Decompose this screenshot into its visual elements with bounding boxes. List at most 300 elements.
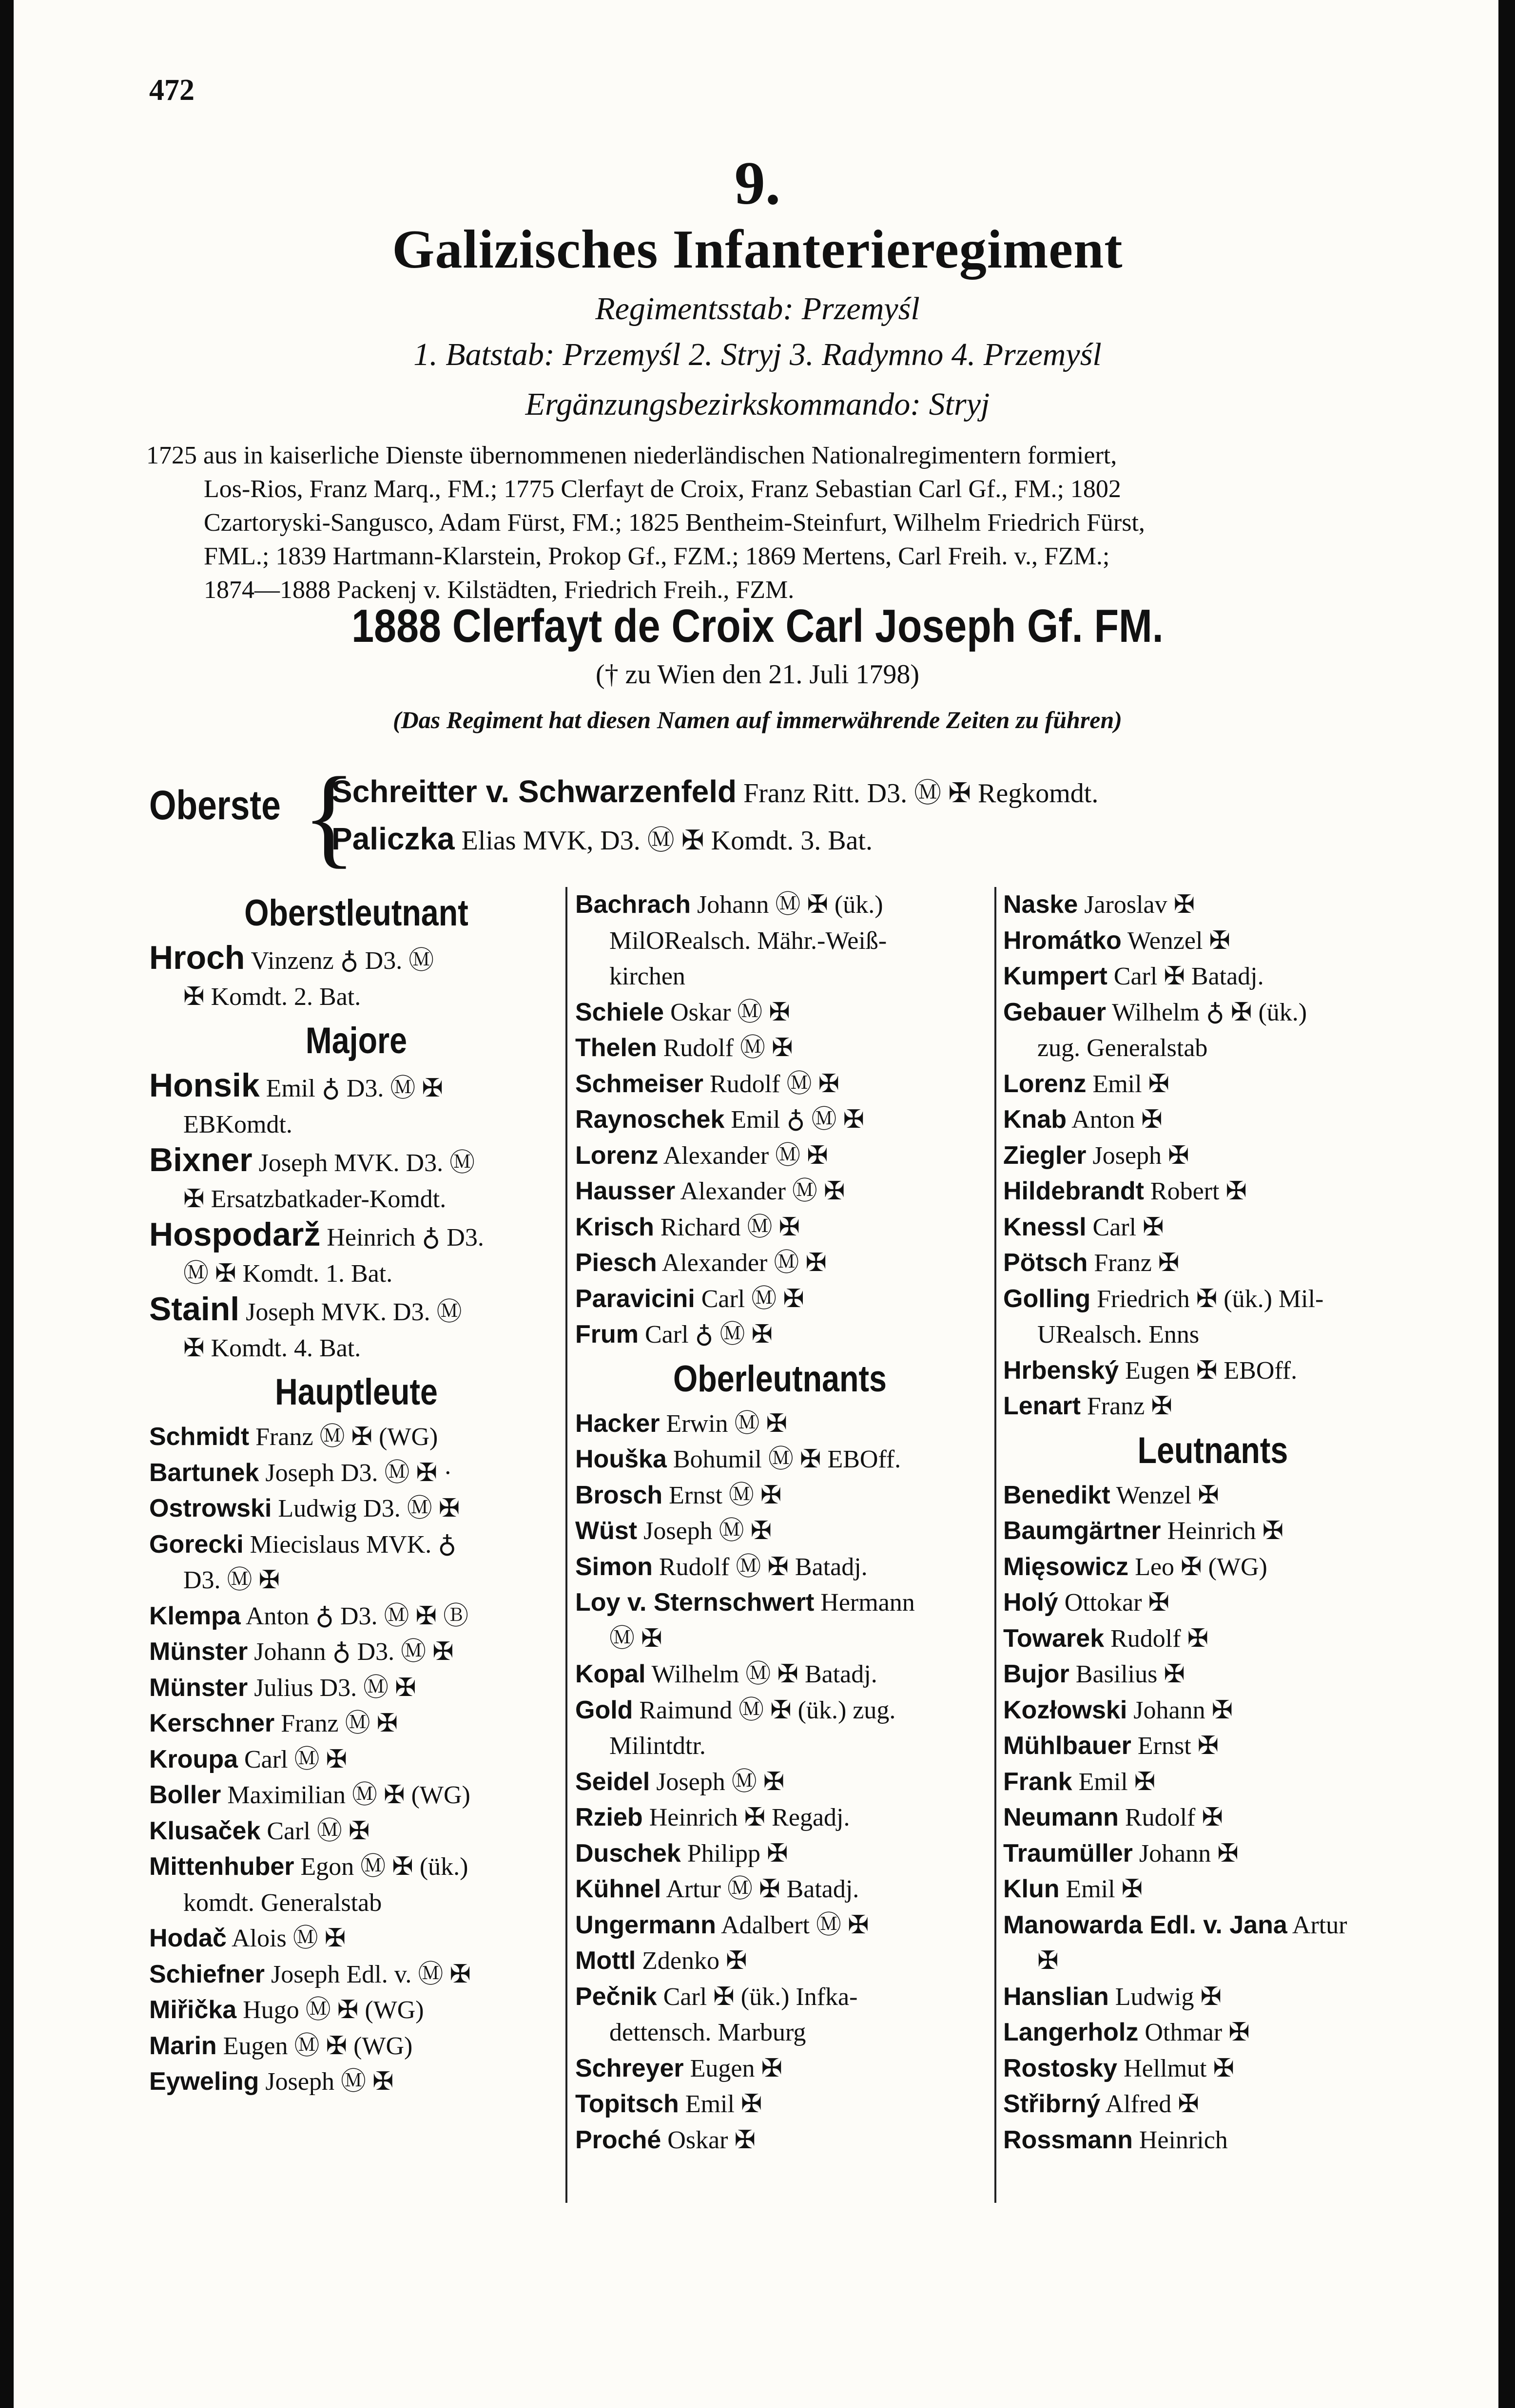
entry-rest: Alexander Ⓜ ✠ [680,1177,845,1205]
roster-entry [575,1800,985,1836]
entry-name: Schreitter v. Schwarzenfeld [331,774,737,809]
entry-continuation: zug. Generalstab [1037,1034,1208,1062]
entry-name: Střibrný [1003,2090,1101,2118]
roster-entry [149,1849,563,1885]
roster-entry [149,1670,563,1706]
history-paragraph [146,439,1423,607]
hauptleute-list [149,1419,563,2100]
heading-oberleutnants: Oberleutnants [673,1358,887,1400]
entry-name: Pečnik [575,1982,657,2011]
roster-entry [1003,1478,1422,1514]
roster-entry [575,1943,985,1979]
roster-entry [149,2064,563,2100]
roster-entry [1003,887,1422,923]
heading-majore: Majore [305,1020,408,1061]
entry-rest: Wilhelm Ⓜ ✠ Batadj. [651,1660,877,1688]
entry-name: Klempa [149,1601,241,1630]
entry-name: Krisch [575,1213,654,1241]
entry-rest: Ottokar ✠ [1064,1589,1170,1617]
entry-rest: Friedrich ✠ (ük.) Mil- [1097,1285,1324,1313]
entry-name: Mühlbauer [1003,1732,1131,1760]
roster-entry [575,1693,985,1729]
entry-rest: Joseph D3. Ⓜ ✠ · [265,1459,452,1487]
entry-rest: Othmar ✠ [1145,2019,1250,2046]
entry-rest: Franz Ⓜ ✠ [281,1710,398,1737]
entry-rest: Alexander Ⓜ ✠ [663,1141,828,1170]
entry-name: Knab [1003,1105,1067,1134]
entry-name: Hroch [149,939,245,976]
inhaber-heading: 1888 Clerfayt de Croix Carl Joseph Gf. FM. [351,600,1164,652]
entry-rest: Joseph MVK. D3. Ⓜ [258,1149,475,1177]
entry-name: Paliczka [331,821,455,856]
entry-name: Schreyer [575,2054,684,2082]
entry-rest: Carl ✠ Batadj. [1113,963,1264,990]
history-line: Czartoryski-Sangusco, Adam Fürst, FM.; 1825 Bentheim-Steinfurt, Wilhelm Friedrich Fürst, [204,509,1145,537]
roster-entry [149,1813,563,1849]
roster-entry [149,1419,563,1455]
history-line: Los-Rios, Franz Marq., FM.; 1775 Clerfayt de Croix, Franz Sebastian Carl Gf., FM.; 1802 [204,475,1121,503]
entry-name: Lorenz [1003,1069,1087,1098]
entry-name: Kühnel [575,1875,661,1903]
roster-entry [575,1657,985,1693]
entry-continuation: ✠ Komdt. 4. Bat. [183,1334,361,1362]
entry-name: Traumüller [1003,1839,1133,1868]
oberst-entry [331,771,1098,810]
regimentsstab-line: Regimentsstab: Przemyśl [595,291,920,327]
entry-rest: Basilius ✠ [1075,1660,1185,1688]
entry-name: Baumgärtner [1003,1517,1161,1545]
roster-entry [1003,1907,1422,1944]
entry-rest: Ludwig ✠ [1115,1983,1222,2011]
entry-rest: Heinrich [1139,2126,1228,2154]
roster-entry [1003,1138,1422,1174]
roster-entry [1003,1836,1422,1872]
oberst-entry [331,819,873,858]
entry-rest: Johann ♁ D3. Ⓜ ✠ [254,1638,454,1666]
roster-entry [575,1979,985,2015]
roster-entry [1003,1764,1422,1800]
entry-rest: Raimund Ⓜ ✠ (ük.) zug. [639,1696,896,1724]
entry-rest: Bohumil Ⓜ ✠ EBOff. [673,1445,901,1473]
roster-entry [1003,1871,1422,1907]
entry-rest: Carl ✠ [1092,1213,1164,1241]
roster-entry [149,1921,563,1957]
entry-name: Kopal [575,1660,646,1688]
roster-entry [149,1491,563,1527]
entry-rest: Carl Ⓜ ✠ [267,1817,370,1845]
roster-entry [575,1442,985,1478]
entry-continuation: ✠ Ersatzbatkader-Komdt. [183,1185,447,1213]
entry-name: Ostrowski [149,1494,272,1522]
entry-rest: Miecislaus MVK. ♁ [250,1530,457,1559]
roster-entry [1003,1102,1422,1138]
entry-rest: Anton ♁ D3. Ⓜ ✠ Ⓑ [245,1602,469,1630]
roster-entry [149,1742,563,1778]
entry-rest: Heinrich ✠ [1167,1517,1284,1545]
roster-entry [1003,1513,1422,1549]
entry-rest: Rudolf Ⓜ ✠ Batadj. [659,1553,868,1581]
roster-entry [575,995,985,1031]
entry-rest: Johann ✠ [1139,1839,1239,1868]
entry-name: Raynoschek [575,1105,725,1134]
heading-hauptleute: Hauptleute [275,1371,438,1413]
entry-rest: Emil ♁ D3. Ⓜ ✠ [266,1075,443,1102]
entry-name: Hodač [149,1924,227,1952]
page-number: 472 [149,74,194,107]
roster-entry [1003,2051,1422,2087]
roster-entry [1003,1174,1422,1210]
entry-name: Frum [575,1320,639,1348]
roster-entry [149,1455,563,1491]
regiment-title: Galizisches Infanterieregiment [392,219,1123,280]
roster-entry [1003,1728,1422,1764]
entry-rest: Franz Ritt. D3. Ⓜ ✠ Regkomdt. [743,778,1099,809]
roster-entry [575,1513,985,1549]
roster-entry [575,1066,985,1102]
oberste-brace: { [302,754,356,878]
entry-name: Bixner [149,1141,252,1178]
entry-name: Schmeiser [575,1069,704,1098]
entry-name: Honsik [149,1067,260,1104]
entry-rest: Zdenko ✠ [642,1947,747,1975]
entry-name: Hospodarž [149,1216,321,1253]
entry-rest: Emil ✠ [1066,1875,1143,1903]
roster-entry [149,1217,563,1256]
entry-name: Münster [149,1673,248,1702]
entry-rest: Franz ✠ [1094,1249,1180,1277]
entry-name: Knessl [1003,1213,1087,1241]
entry-name: Marin [149,2031,217,2060]
entry-continuation: dettensch. Marburg [609,2019,806,2046]
roster-entry [575,1871,985,1907]
entry-name: Hacker [575,1409,660,1438]
roster-entry [1003,1585,1422,1621]
entry-name: Langerholz [1003,2018,1139,2046]
entry-name: Wüst [575,1517,638,1545]
entry-name: Seidel [575,1767,650,1796]
entry-name: Thelen [575,1034,657,1062]
entry-name: Boller [149,1781,221,1809]
entry-rest: Alexander Ⓜ ✠ [661,1249,827,1277]
entry-rest: Wenzel ✠ [1127,926,1230,955]
regiment-number: 9. [734,150,781,217]
roster-entry [575,1478,985,1514]
oberste-label: Oberste [149,782,281,828]
entry-name: Hromátko [1003,926,1122,955]
entry-continuation: kirchen [609,963,685,990]
roster-entry [1003,1800,1422,1836]
entry-rest: Hellmut ✠ [1124,2054,1235,2082]
oberleutnants-cont-list [1003,887,1422,1425]
roster-entry [575,2086,985,2122]
entry-name: Münster [149,1637,248,1666]
entry-name: Proché [575,2125,661,2154]
roster-entry [1003,1388,1422,1425]
roster-entry [1003,1281,1422,1317]
entry-name: Benedikt [1003,1481,1110,1509]
entry-rest: Vinzenz ♁ D3. Ⓜ [251,947,434,975]
roster-entry [575,1281,985,1317]
entry-rest: Johann ✠ [1133,1696,1233,1724]
entry-name: Miřička [149,1996,237,2024]
column-divider [565,887,567,2203]
entry-rest: Heinrich ♁ D3. [327,1224,484,1252]
entry-name: Mottl [575,1946,636,1975]
heading-leutnants: Leutnants [1137,1429,1288,1471]
hauptleute-cont-list [575,887,985,1353]
entry-name: Golling [1003,1284,1091,1313]
entry-rest: Heinrich ✠ Regadj. [649,1804,850,1831]
entry-rest: Hermann [820,1589,915,1617]
column-divider [994,887,996,2203]
roster-entry [149,1599,563,1635]
roster-entry [149,1957,563,1993]
entry-name: Kozłowski [1003,1695,1127,1724]
entry-rest: Anton ✠ [1071,1106,1163,1134]
roster-entry [575,1907,985,1944]
entry-rest: Wilhelm ♁ ✠ (ük.) [1112,998,1307,1026]
roster-entry [149,2028,563,2064]
entry-name: Loy v. Sternschwert [575,1588,815,1617]
roster-entry [1003,2122,1422,2158]
entry-rest: Artur Ⓜ ✠ Batadj. [666,1875,859,1903]
entry-name: Pötsch [1003,1249,1088,1277]
entry-name: Rossmann [1003,2125,1133,2154]
entry-rest: Ludwig D3. Ⓜ ✠ [278,1495,460,1522]
entry-name: Paravicini [575,1284,695,1313]
roster-entry [1003,1657,1422,1693]
entry-rest: Johann Ⓜ ✠ (ük.) [697,891,883,919]
roster-entry [1003,2015,1422,2051]
entry-name: Brosch [575,1481,663,1509]
entry-rest: Julius D3. Ⓜ ✠ [254,1674,416,1702]
oberleutnants-list [575,1406,985,2158]
entry-rest: Franz Ⓜ ✠ (WG) [255,1423,438,1451]
roster-entry [1003,1621,1422,1657]
entry-rest: Carl Ⓜ ✠ [244,1745,348,1773]
history-line: FML.; 1839 Hartmann-Klarstein, Prokop Gf., FZM.; 1869 Mertens, Carl Freih. v., FZM.; [204,542,1110,570]
roster-entry [1003,1353,1422,1389]
entry-rest: Oskar Ⓜ ✠ [670,998,790,1026]
entry-name: Ungermann [575,1910,716,1939]
roster-entry [149,1992,563,2028]
entry-rest: Joseph Ⓜ ✠ [265,2068,394,2096]
entry-name: Mięsowicz [1003,1552,1129,1581]
entry-name: Schmidt [149,1423,250,1451]
entry-rest: Joseph Ⓜ ✠ [643,1517,772,1545]
history-line: 1725 aus in kaiserliche Dienste übernommenen niederländischen Nationalregimentern formiert, [146,442,1117,469]
entry-rest: Emil ♁ Ⓜ ✠ [731,1106,865,1134]
ergaenzung-line: Ergänzungsbezirkskommando: Stryj [525,386,990,422]
roster-entry [149,1291,563,1330]
entry-continuation: URealsch. Enns [1037,1321,1200,1348]
entry-rest: Emil ✠ [1092,1070,1170,1098]
column-1 [149,887,563,2100]
entry-rest: Hugo Ⓜ ✠ (WG) [243,1996,424,2024]
entry-name: Gold [575,1695,633,1724]
entry-rest: Elias MVK, D3. Ⓜ ✠ Komdt. 3. Bat. [461,826,873,856]
entry-rest: Egon Ⓜ ✠ (ük.) [300,1853,468,1881]
heading-oberstleutnant: Oberstleutnant [244,892,468,934]
roster-entry [575,887,985,923]
entry-rest: Adalbert Ⓜ ✠ [721,1911,869,1939]
roster-entry [575,2122,985,2158]
leutnants-list [1003,1478,1422,2158]
entry-rest: Carl Ⓜ ✠ [701,1285,804,1313]
roster-entry [1003,995,1422,1031]
entry-name: Hanslian [1003,1982,1109,2011]
name-note: (Das Regiment hat diesen Namen auf immerwährende Zeiten zu führen) [393,706,1122,733]
entry-name: Stainl [149,1291,240,1328]
entry-rest: Joseph Ⓜ ✠ [656,1768,785,1796]
entry-name: Holý [1003,1588,1058,1617]
roster-entry [1003,1066,1422,1102]
roster-entry [1003,959,1422,995]
entry-name: Hausser [575,1177,676,1205]
entry-rest: Rudolf ✠ [1110,1624,1209,1653]
entry-rest: Wenzel ✠ [1116,1481,1219,1509]
entry-name: Hildebrandt [1003,1177,1144,1205]
entry-rest: Oskar ✠ [667,2126,756,2154]
entry-name: Bujor [1003,1660,1069,1688]
entry-rest: Rudolf Ⓜ ✠ [710,1070,840,1098]
column-3 [1003,887,1422,2158]
entry-continuation: EBKomdt. [183,1110,292,1138]
entry-name: Hrbenský [1003,1356,1119,1385]
entry-name: Lorenz [575,1141,659,1170]
majore-list [149,1068,563,1366]
entry-name: Mittenhuber [149,1852,294,1881]
entry-rest: Carl ♁ Ⓜ ✠ [645,1321,773,1348]
entry-name: Bartunek [149,1458,259,1487]
roster-entry [1003,1979,1422,2015]
roster-entry [1003,1210,1422,1246]
entry-name: Piesch [575,1249,657,1277]
roster-entry [575,1549,985,1585]
entry-name: Ziegler [1003,1141,1087,1170]
entry-rest: Eugen ✠ EBOff. [1125,1356,1298,1385]
roster-entry [149,1068,563,1107]
entry-rest: Emil ✠ [1078,1768,1156,1796]
entry-rest: Alois Ⓜ ✠ [232,1925,346,1952]
entry-rest: Erwin Ⓜ ✠ [666,1409,788,1438]
entry-continuation: ✠ Komdt. 2. Bat. [183,982,361,1011]
entry-name: Naske [1003,890,1078,919]
roster-entry [575,1138,985,1174]
roster-entry [575,1317,985,1353]
entry-name: Manowarda Edl. v. Jana [1003,1910,1287,1939]
roster-entry [1003,1245,1422,1281]
entry-rest: Emil ✠ [685,2090,762,2118]
entry-name: Gorecki [149,1530,244,1559]
entry-rest: Carl ✠ (ük.) Infka- [663,1983,858,2011]
history-line: 1874—1888 Packenj v. Kilstädten, Friedrich Freih., FZM. [204,576,795,604]
entry-rest: Rudolf Ⓜ ✠ [663,1034,793,1062]
entry-name: Rostosky [1003,2054,1118,2082]
entry-name: Houška [575,1445,667,1473]
roster-entry [575,1030,985,1066]
entry-name: Duschek [575,1839,681,1868]
entry-name: Neumann [1003,1803,1119,1831]
roster-entry [575,1764,985,1800]
column-2 [575,887,985,2158]
entry-continuation: ✠ [1037,1947,1059,1975]
entry-rest: Leo ✠ (WG) [1135,1553,1267,1581]
entry-name: Klun [1003,1875,1060,1903]
roster-entry [575,1245,985,1281]
batstab-line: 1. Batstab: Przemyśl 2. Stryj 3. Radymno 4. Przemyśl [413,337,1102,372]
entry-name: Schiele [575,998,664,1026]
entry-rest: Eugen Ⓜ ✠ (WG) [223,2032,413,2060]
roster-entry [149,1634,563,1670]
entry-rest: Eugen ✠ [690,2054,783,2082]
entry-rest: Alfred ✠ [1105,2090,1199,2118]
roster-entry [575,1210,985,1246]
entry-rest: Robert ✠ [1150,1177,1247,1205]
entry-rest: Artur [1292,1911,1347,1939]
entry-continuation: Ⓜ ✠ Komdt. 1. Bat. [183,1259,393,1288]
entry-rest: Maximilian Ⓜ ✠ (WG) [227,1781,470,1809]
roster-entry [149,1777,563,1813]
roster-entry [1003,2086,1422,2122]
entry-name: Topitsch [575,2090,679,2118]
roster-entry [575,2051,985,2087]
entry-name: Simon [575,1552,653,1581]
roster-entry [149,1527,563,1563]
entry-name: Kroupa [149,1745,238,1773]
roster-entry [575,1836,985,1872]
entry-name: Gebauer [1003,998,1106,1026]
roster-entry [149,1142,563,1181]
entry-name: Frank [1003,1767,1072,1796]
entry-rest: Richard Ⓜ ✠ [660,1213,800,1241]
roster-entry [575,1406,985,1442]
entry-name: Kumpert [1003,962,1107,990]
roster-entry [575,1102,985,1138]
entry-rest: Rudolf ✠ [1125,1804,1223,1831]
entry-name: Lenart [1003,1392,1081,1420]
entry-continuation: Milintdtr. [609,1732,706,1760]
entry-rest: Joseph MVK. D3. Ⓜ [246,1298,462,1326]
entry-rest: Joseph Edl. v. Ⓜ ✠ [271,1960,471,1988]
entry-continuation: komdt. Generalstab [183,1888,382,1917]
entry-rest: Jaroslav ✠ [1084,891,1195,919]
roster-entry [575,1174,985,1210]
entry-continuation: MilORealsch. Mähr.-Weiß- [609,926,887,955]
entry-name: Bachrach [575,890,691,919]
entry-name: Schiefner [149,1960,265,1988]
entry-continuation: Ⓜ ✠ [609,1624,662,1653]
oberstleutnant-list [149,940,563,1015]
roster-entry [1003,1693,1422,1729]
roster-entry [149,1706,563,1742]
roster-entry [1003,1549,1422,1585]
roster-entry [575,1585,985,1621]
entry-name: Klusaček [149,1816,261,1845]
entry-name: Towarek [1003,1624,1105,1653]
entry-rest: Joseph ✠ [1092,1141,1189,1170]
entry-rest: Ernst Ⓜ ✠ [669,1481,782,1509]
entry-rest: Ernst ✠ [1137,1732,1219,1760]
entry-continuation: D3. Ⓜ ✠ [183,1566,280,1594]
entry-rest: Philipp ✠ [687,1839,788,1868]
entry-name: Eyweling [149,2067,259,2096]
entry-name: Kerschner [149,1709,275,1737]
roster-entry [1003,923,1422,959]
entry-name: Rzieb [575,1803,643,1831]
roster-entry [149,940,563,979]
death-note: († zu Wien den 21. Juli 1798) [596,659,919,690]
